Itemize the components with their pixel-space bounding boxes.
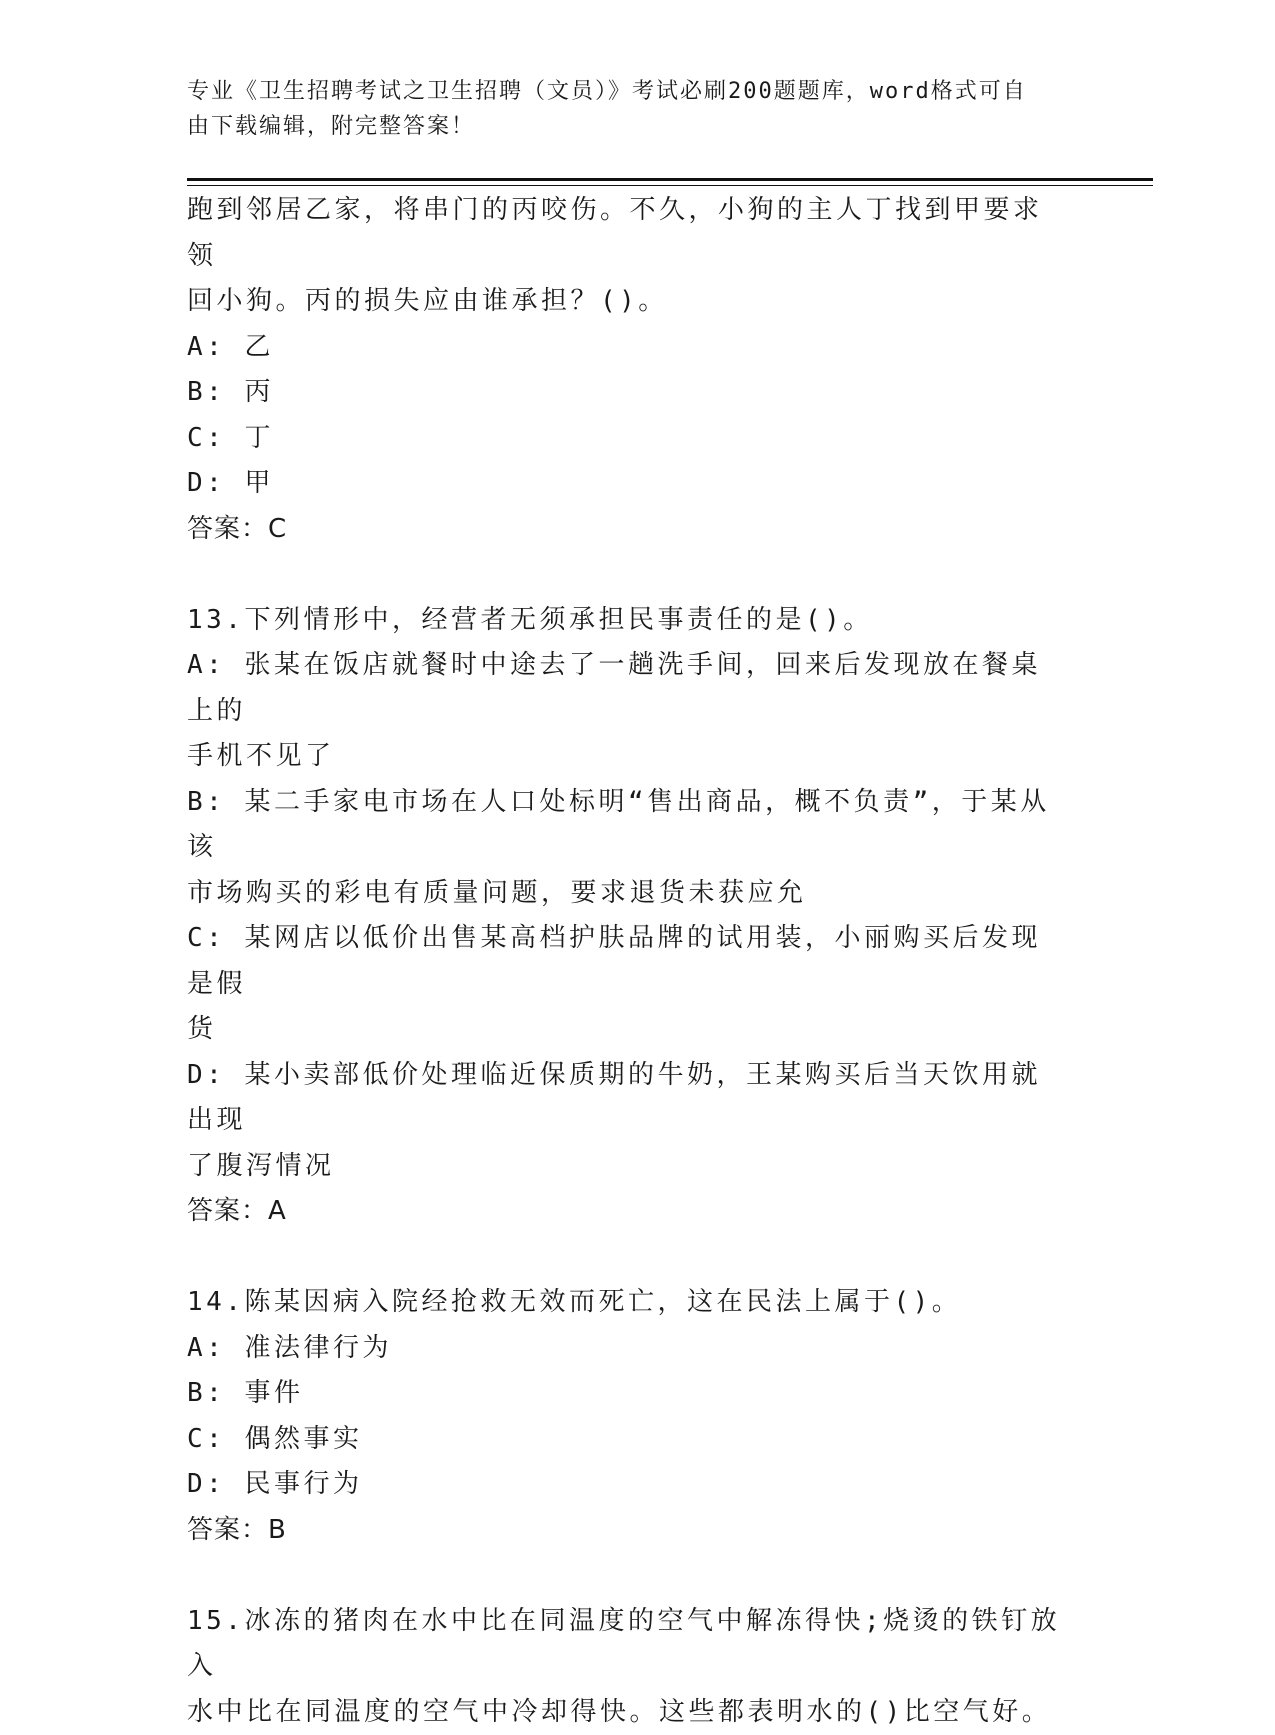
option-c: C: 某网店以低价出售某高档护肤品牌的试用装，小丽购买后发现是假 [187,916,1067,1007]
header-line-1: 专业《卫生招聘考试之卫生招聘（文员）》考试必刷200题题库，word格式可自 [187,74,1067,109]
option-c: C: 丁 [187,416,1067,462]
answer-line: 答案：C [187,507,1067,553]
question-spacer [187,1553,1067,1599]
question-stem: 13.下列情形中，经营者无须承担民事责任的是()。 [187,598,1067,644]
option-b: B: 事件 [187,1371,1067,1417]
question-stem-line: 15.冰冻的猪肉在水中比在同温度的空气中解冻得快;烧烫的铁钉放入 [187,1599,1067,1690]
question-15 [187,1599,1067,1735]
option-a: A: 张某在饭店就餐时中途去了一趟洗手间，回来后发现放在餐桌上的 [187,643,1067,734]
answer-line: 答案：B [187,1508,1067,1554]
option-c: C: 偶然事实 [187,1417,1067,1463]
option-b: B: 丙 [187,370,1067,416]
question-stem-line: 水中比在同温度的空气中冷却得快。这些都表明水的()比空气好。 [187,1690,1067,1735]
question-spacer [187,1235,1067,1281]
answer-line: 答案：A [187,1189,1067,1235]
header-divider-thick [187,178,1153,181]
question-stem: 14.陈某因病入院经抢救无效而死亡，这在民法上属于()。 [187,1280,1067,1326]
question-13 [187,598,1067,1235]
question-spacer [187,552,1067,598]
header-line-2: 由下载编辑，附完整答案！ [187,109,1067,144]
question-14 [187,1280,1067,1553]
option-d-continuation: 了腹泻情况 [187,1144,1067,1190]
option-a-continuation: 手机不见了 [187,734,1067,780]
option-d: D: 某小卖部低价处理临近保质期的牛奶，王某购买后当天饮用就出现 [187,1053,1067,1144]
document-body [187,188,1067,1735]
question-12 [187,188,1067,552]
question-stem-line: 回小狗。丙的损失应由谁承担？()。 [187,279,1067,325]
option-d: D: 甲 [187,461,1067,507]
option-b: B: 某二手家电市场在人口处标明“售出商品，概不负责”，于某从该 [187,780,1067,871]
option-b-continuation: 市场购买的彩电有质量问题，要求退货未获应允 [187,871,1067,917]
option-a: A: 准法律行为 [187,1326,1067,1372]
document-header [187,74,1067,144]
option-c-continuation: 货 [187,1007,1067,1053]
header-divider-thin [187,185,1153,186]
option-d: D: 民事行为 [187,1462,1067,1508]
option-a: A: 乙 [187,325,1067,371]
question-stem-line: 跑到邻居乙家，将串门的丙咬伤。不久，小狗的主人丁找到甲要求领 [187,188,1067,279]
